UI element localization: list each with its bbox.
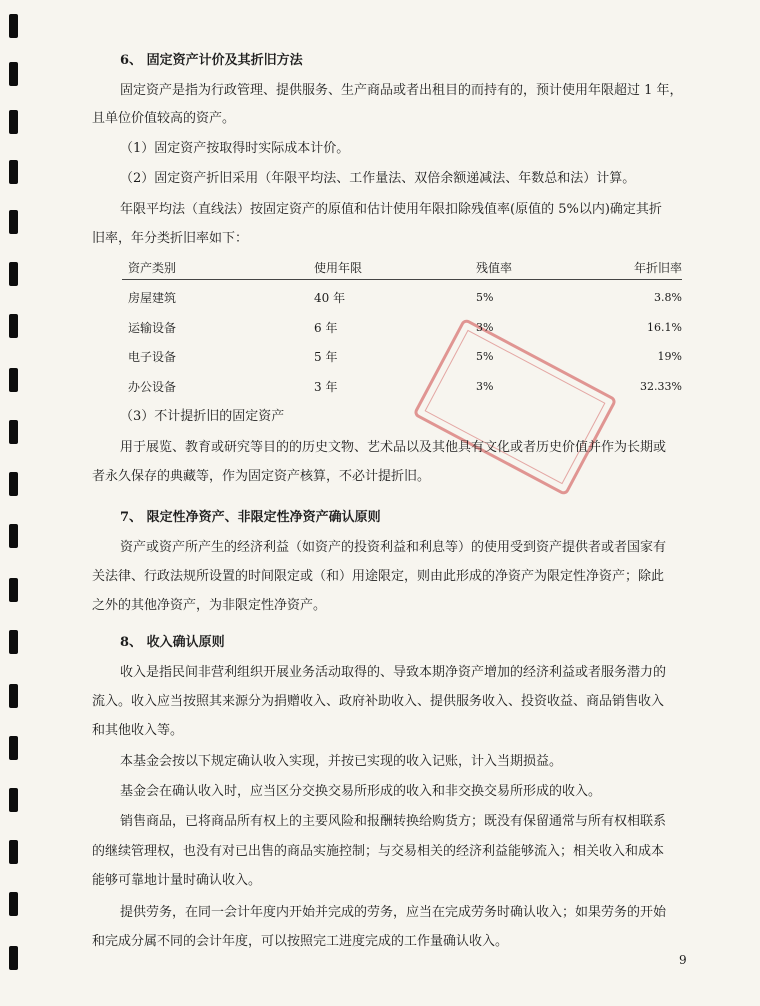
- table-cell-asset-category: 运输设备: [128, 321, 177, 335]
- table-cell-annual-rate: 16.1%: [647, 321, 682, 334]
- table-cell-asset-category: 办公设备: [128, 380, 177, 394]
- red-seal-stamp: [412, 318, 617, 497]
- table-cell-useful-life: 40 年: [314, 291, 346, 305]
- section-6-para-2-line-1: 年限平均法（直线法）按固定资产的原值和估计使用年限扣除残值率(原值的 5%以内)确定其折: [120, 202, 662, 217]
- binder-hole: [9, 892, 18, 916]
- section-8-para-4-line-2: 的继续管理权，也没有对已出售的商品实施控制；与交易相关的经济利益能够流入；相关收入和成本: [92, 844, 665, 859]
- section-7-para-1-line-2: 关法律、行政法规所设置的时间限定或（和）用途限定，则由此形成的净资产为限定性净资产；除此: [92, 569, 665, 584]
- binder-hole: [9, 840, 18, 864]
- table-cell-useful-life: 6 年: [314, 321, 338, 335]
- binder-hole: [9, 314, 18, 338]
- section-6-para-3-line-2: 者永久保存的典藏等，作为固定资产核算，不必计提折旧。: [92, 469, 431, 484]
- section-8-para-1-line-2: 流入。收入应当按照其来源分为捐赠收入、政府补助收入、提供服务收入、投资收益、商品销售收入: [92, 694, 665, 709]
- section-8-para-1-line-1: 收入是指民间非营利组织开展业务活动取得的、导致本期净资产增加的经济利益或者服务潜力的: [120, 665, 667, 680]
- section-8-para-1-line-3: 和其他收入等。: [92, 723, 184, 738]
- table-cell-useful-life: 5 年: [314, 350, 338, 364]
- section-8-para-2: 本基金会按以下规定确认收入实现，并按已实现的收入记账，计入当期损益。: [120, 754, 563, 769]
- table-cell-useful-life: 3 年: [314, 380, 338, 394]
- section-7-para-1-line-1: 资产或资产所产生的经济利益（如资产的投资利益和利息等）的使用受到资产提供者或者国家有: [120, 540, 667, 555]
- table-cell-annual-rate: 3.8%: [654, 291, 682, 304]
- binder-hole: [9, 14, 18, 38]
- table-cell-residual-rate: 5%: [476, 291, 494, 304]
- section-8-para-4-line-1: 销售商品，已将商品所有权上的主要风险和报酬转换给购货方；既没有保留通常与所有权相联系: [120, 814, 667, 829]
- table-cell-annual-rate: 19%: [657, 350, 682, 363]
- table-cell-residual-rate: 3%: [476, 380, 494, 393]
- table-cell-annual-rate: 32.33%: [640, 380, 682, 393]
- binder-hole: [9, 160, 18, 184]
- binder-hole: [9, 210, 18, 234]
- binder-hole: [9, 420, 18, 444]
- section-6-item-2: （2）固定资产折旧采用（年限平均法、工作量法、双倍余额递减法、年数总和法）计算。: [120, 171, 636, 186]
- section-6-item-1: （1）固定资产按取得时实际成本计价。: [120, 141, 350, 156]
- binder-hole: [9, 62, 18, 86]
- section-6-para-1-line-1: 固定资产是指为行政管理、提供服务、生产商品或者出租目的而持有的，预计使用年限超过 1 年，: [120, 83, 683, 98]
- binder-hole: [9, 578, 18, 602]
- binder-hole: [9, 472, 18, 496]
- table-header-useful-life: 使用年限: [314, 261, 363, 275]
- section-6-item-3: （3）不计提折旧的固定资产: [120, 409, 285, 424]
- table-cell-asset-category: 电子设备: [128, 350, 177, 364]
- red-seal-stamp-border: [425, 330, 606, 484]
- binder-hole: [9, 788, 18, 812]
- section-6-heading: 6、 固定资产计价及其折旧方法: [120, 53, 303, 68]
- binder-hole: [9, 524, 18, 548]
- section-7-heading: 7、 限定性净资产、非限定性净资产确认原则: [120, 510, 381, 525]
- section-6-para-2-line-2: 旧率，年分类折旧率如下：: [92, 231, 249, 246]
- binder-hole: [9, 262, 18, 286]
- section-7-para-1-line-3: 之外的其他净资产，为非限定性净资产。: [92, 598, 327, 613]
- binder-hole: [9, 630, 18, 654]
- binder-hole: [9, 684, 18, 708]
- table-header-residual-rate: 残值率: [476, 261, 513, 275]
- table-cell-residual-rate: 3%: [476, 321, 494, 334]
- table-cell-asset-category: 房屋建筑: [128, 291, 177, 305]
- section-8-para-5-line-2: 和完成分属不同的会计年度，可以按照完工进度完成的工作量确认收入。: [92, 934, 509, 949]
- section-8-para-3: 基金会在确认收入时，应当区分交换交易所形成的收入和非交换交易所形成的收入。: [120, 784, 602, 799]
- section-8-para-5-line-1: 提供劳务，在同一会计年度内开始并完成的劳务，应当在完成劳务时确认收入；如果劳务的开始: [120, 905, 667, 920]
- binder-holes: [0, 0, 24, 1006]
- section-8-para-4-line-3: 能够可靠地计量时确认收入。: [92, 873, 262, 888]
- table-header-asset-category: 资产类别: [128, 261, 177, 275]
- section-8-heading: 8、 收入确认原则: [120, 635, 225, 650]
- table-header-rule: [122, 279, 682, 280]
- section-6-para-1-line-2: 且单位价值较高的资产。: [92, 111, 236, 126]
- binder-hole: [9, 110, 18, 134]
- binder-hole: [9, 946, 18, 970]
- binder-hole: [9, 736, 18, 760]
- table-cell-residual-rate: 5%: [476, 350, 494, 363]
- section-6-para-3-line-1: 用于展览、教育或研究等目的的历史文物、艺术品以及其他具有文化或者历史价值并作为长期或: [120, 440, 667, 455]
- page-number: 9: [679, 953, 687, 967]
- binder-hole: [9, 368, 18, 392]
- table-header-annual-rate: 年折旧率: [633, 261, 682, 275]
